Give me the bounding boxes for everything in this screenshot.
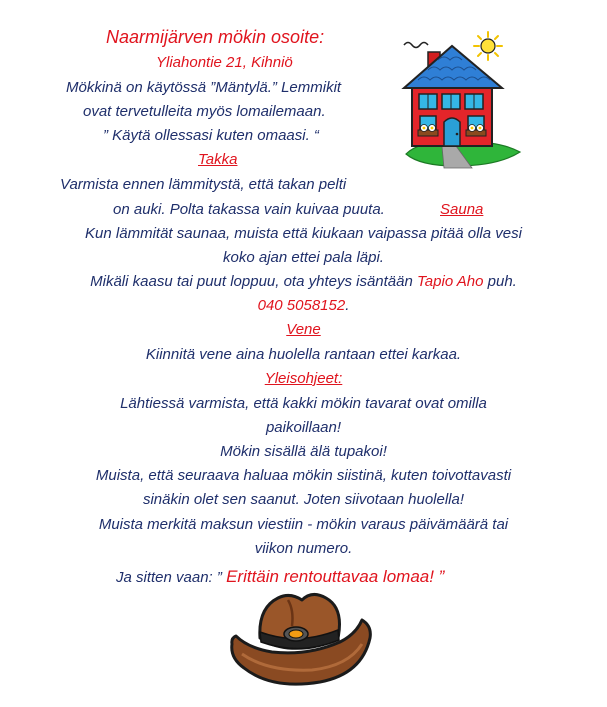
yleis-line-4: Muista, että seuraava haluaa mökin siistinä, kuten toivottavasti [95,467,512,484]
closing-highlight: Erittäin rentouttavaa lomaa! ” [226,567,445,586]
sauna-line-2: koko ajan ettei pala läpi. [223,249,384,266]
takka-line-2: on auki. Polta takassa vain kuivaa puuta. [113,201,385,218]
yleis-line-7: viikon numero. [254,540,353,557]
sauna-line-1: Kun lämmität saunaa, muista että kiukaan vaipassa pitää olla vesi [85,225,522,242]
takka-heading: Takka [198,151,238,168]
intro-line-3: ” Käytä ollessasi kuten omaasi. “ [103,127,319,144]
host-name: Tapio Aho [417,273,484,290]
yleis-line-6: Muista merkitä maksun viestiin - mökin varaus päivämäärä tai [98,516,509,533]
vene-line-1: Kiinnitä vene aina huolella rantaan ettei karkaa. [145,346,462,363]
contact-text-before: Mikäli kaasu tai puut loppuu, ota yhteys isäntään [90,273,418,290]
closing-line [116,567,444,587]
phone-number: 040 5058152 [257,297,346,314]
cowboy-hat-icon [228,586,376,690]
vene-heading: Vene [286,321,321,338]
yleis-line-2: paikoillaan! [265,419,342,436]
contact-text-after: puh. [483,273,517,290]
intro-line-1: Mökkinä on käytössä ”Mäntylä.” Lemmikit [66,79,342,96]
yleis-line-1: Lähtiessä varmista, että kakki mökin tavarat ovat omilla [120,395,487,412]
yleis-line-5: sinäkin olet sen saanut. Joten siivotaan huolella! [142,491,465,508]
phone-line [0,297,607,314]
house-clipart-icon [398,28,526,174]
takka-line-1: Varmista ennen lämmitystä, että takan pelti [60,176,347,193]
sauna-heading: Sauna [440,201,484,218]
address: Yliahontie 21, Kihniö [156,54,293,71]
page-title: Naarmijärven mökin osoite: [106,27,325,47]
yleis-heading: Yleisohjeet: [264,370,343,387]
yleis-line-3: Mökin sisällä älä tupakoi! [220,443,387,460]
closing-lead: Ja sitten vaan: ” [116,569,222,586]
intro-line-2: ovat tervetulleita myös lomailemaan. [83,103,326,120]
contact-line [0,273,607,290]
phone-end: . [345,297,350,314]
